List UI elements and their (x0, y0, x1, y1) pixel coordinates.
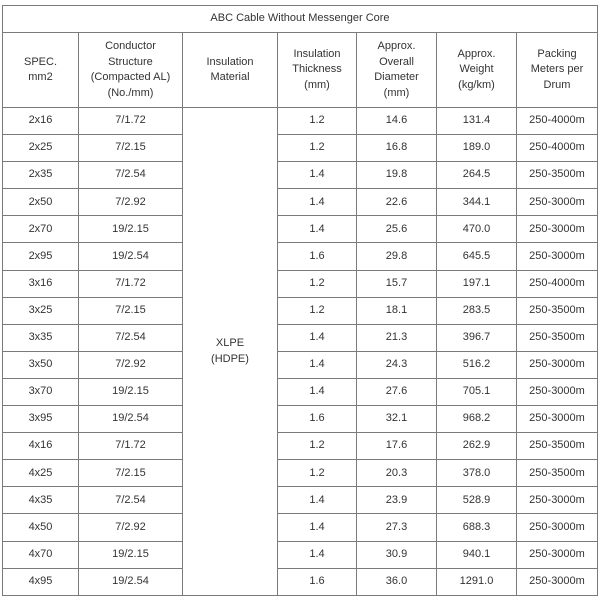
conductor-cell: 7/2.92 (79, 351, 183, 378)
weight-cell: 968.2 (437, 406, 517, 433)
weight-cell: 283.5 (437, 297, 517, 324)
packing-cell: 250-4000m (517, 135, 598, 162)
header-line: Structure (108, 55, 153, 68)
header-line: (Compacted AL) (90, 71, 171, 83)
table-row (3, 108, 598, 135)
conductor-cell: 19/2.54 (79, 406, 183, 433)
weight-cell: 344.1 (437, 189, 517, 216)
table-row (3, 324, 598, 351)
thickness-cell: 1.4 (278, 541, 357, 568)
packing-cell: 250-3500m (517, 162, 598, 189)
diameter-cell: 23.9 (357, 487, 437, 514)
header-overall-diameter (357, 33, 437, 108)
header-line: Meters per (530, 63, 584, 76)
spec-cell: 4x95 (3, 568, 79, 595)
table-row (3, 541, 598, 568)
header-line: Packing (537, 47, 577, 60)
header-line: mm2 (28, 71, 53, 83)
table-title-row (3, 6, 598, 33)
diameter-cell: 24.3 (357, 351, 437, 378)
diameter-cell: 32.1 (357, 406, 437, 433)
thickness-cell: 1.2 (278, 433, 357, 460)
diameter-cell: 29.8 (357, 243, 437, 270)
spec-cell: 4x16 (3, 433, 79, 460)
packing-cell: 250-3500m (517, 324, 598, 351)
table-row (3, 568, 598, 595)
table-title: ABC Cable Without Messenger Core (3, 6, 598, 33)
header-insulation-material (183, 33, 278, 108)
conductor-cell: 19/2.15 (79, 216, 183, 243)
spec-cell: 2x16 (3, 108, 79, 135)
diameter-cell: 27.3 (357, 514, 437, 541)
weight-cell: 396.7 (437, 324, 517, 351)
packing-cell: 250-3000m (517, 487, 598, 514)
thickness-cell: 1.4 (278, 162, 357, 189)
table-row (3, 460, 598, 487)
diameter-cell: 21.3 (357, 324, 437, 351)
diameter-cell: 36.0 (357, 568, 437, 595)
table-row (3, 162, 598, 189)
thickness-cell: 1.4 (278, 378, 357, 405)
diameter-cell: 19.8 (357, 162, 437, 189)
table-body (3, 108, 598, 596)
insulation-material-line: (HDPE) (211, 353, 249, 366)
thickness-cell: 1.4 (278, 216, 357, 243)
weight-cell: 1291.0 (437, 568, 517, 595)
spec-cell: 2x95 (3, 243, 79, 270)
table-row (3, 351, 598, 378)
thickness-cell: 1.6 (278, 406, 357, 433)
packing-cell: 250-3000m (517, 514, 598, 541)
table-row (3, 406, 598, 433)
packing-cell: 250-3000m (517, 568, 598, 595)
header-conductor-structure (79, 33, 183, 108)
spec-cell: 4x25 (3, 460, 79, 487)
conductor-cell: 19/2.15 (79, 541, 183, 568)
conductor-cell: 7/2.15 (79, 297, 183, 324)
weight-cell: 705.1 (437, 378, 517, 405)
packing-cell: 250-3000m (517, 243, 598, 270)
packing-cell: 250-3000m (517, 216, 598, 243)
weight-cell: 131.4 (437, 108, 517, 135)
packing-cell: 250-4000m (517, 108, 598, 135)
table-row (3, 243, 598, 270)
table-row (3, 378, 598, 405)
spec-cell: 3x35 (3, 324, 79, 351)
thickness-cell: 1.4 (278, 514, 357, 541)
spec-cell: 2x35 (3, 162, 79, 189)
diameter-cell: 27.6 (357, 378, 437, 405)
header-line: SPEC. (23, 55, 57, 68)
spec-cell: 3x16 (3, 270, 79, 297)
thickness-cell: 1.4 (278, 351, 357, 378)
weight-cell: 470.0 (437, 216, 517, 243)
insulation-material-cell (183, 108, 278, 596)
header-row (3, 33, 598, 108)
thickness-cell: 1.2 (278, 297, 357, 324)
thickness-cell: 1.2 (278, 108, 357, 135)
diameter-cell: 20.3 (357, 460, 437, 487)
packing-cell: 250-3000m (517, 189, 598, 216)
conductor-cell: 7/2.15 (79, 135, 183, 162)
header-line: Thickness (292, 63, 342, 76)
thickness-cell: 1.2 (278, 460, 357, 487)
insulation-material-line: XLPE (215, 337, 245, 350)
table-row (3, 487, 598, 514)
table-row (3, 189, 598, 216)
conductor-cell: 7/1.72 (79, 433, 183, 460)
conductor-cell: 7/2.15 (79, 460, 183, 487)
conductor-cell: 19/2.15 (79, 378, 183, 405)
header-weight (437, 33, 517, 108)
spec-cell: 3x95 (3, 406, 79, 433)
conductor-cell: 7/1.72 (79, 270, 183, 297)
thickness-cell: 1.6 (278, 243, 357, 270)
spec-cell: 4x50 (3, 514, 79, 541)
weight-cell: 264.5 (437, 162, 517, 189)
spec-cell: 4x35 (3, 487, 79, 514)
diameter-cell: 16.8 (357, 135, 437, 162)
conductor-cell: 19/2.54 (79, 568, 183, 595)
thickness-cell: 1.4 (278, 487, 357, 514)
header-spec (3, 33, 79, 108)
packing-cell: 250-3000m (517, 378, 598, 405)
packing-cell: 250-3500m (517, 433, 598, 460)
table-row (3, 135, 598, 162)
table-row (3, 216, 598, 243)
header-insulation-thickness (278, 33, 357, 108)
header-line: Insulation (206, 55, 254, 68)
header-line: (kg/km) (458, 78, 495, 91)
weight-cell: 940.1 (437, 541, 517, 568)
weight-cell: 197.1 (437, 270, 517, 297)
weight-cell: 688.3 (437, 514, 517, 541)
conductor-cell: 7/2.92 (79, 514, 183, 541)
table-row (3, 433, 598, 460)
header-line: Diameter (374, 71, 419, 83)
conductor-cell: 7/2.54 (79, 324, 183, 351)
header-line: (mm) (304, 78, 330, 91)
header-line: Conductor (105, 40, 156, 52)
header-line: Material (210, 71, 250, 83)
weight-cell: 189.0 (437, 135, 517, 162)
thickness-cell: 1.6 (278, 568, 357, 595)
packing-cell: 250-3500m (517, 460, 598, 487)
thickness-cell: 1.4 (278, 189, 357, 216)
spec-cell: 2x70 (3, 216, 79, 243)
conductor-cell: 7/2.54 (79, 162, 183, 189)
conductor-cell: 7/1.72 (79, 108, 183, 135)
header-line: (No./mm) (107, 86, 154, 99)
spec-cell: 3x25 (3, 297, 79, 324)
thickness-cell: 1.4 (278, 324, 357, 351)
weight-cell: 645.5 (437, 243, 517, 270)
diameter-cell: 14.6 (357, 108, 437, 135)
spec-cell: 2x25 (3, 135, 79, 162)
abc-cable-spec-table (2, 5, 598, 596)
table-row (3, 514, 598, 541)
spec-cell: 3x70 (3, 378, 79, 405)
spec-cell: 4x70 (3, 541, 79, 568)
table-row (3, 297, 598, 324)
diameter-cell: 17.6 (357, 433, 437, 460)
diameter-cell: 22.6 (357, 189, 437, 216)
conductor-cell: 19/2.54 (79, 243, 183, 270)
packing-cell: 250-4000m (517, 270, 598, 297)
spec-cell: 2x50 (3, 189, 79, 216)
conductor-cell: 7/2.54 (79, 487, 183, 514)
header-line: Overall (379, 55, 414, 68)
header-line: (mm) (383, 86, 410, 99)
header-line: Insulation (293, 47, 341, 60)
packing-cell: 250-3000m (517, 351, 598, 378)
packing-cell: 250-3500m (517, 297, 598, 324)
conductor-cell: 7/2.92 (79, 189, 183, 216)
header-line: Weight (459, 63, 494, 76)
weight-cell: 378.0 (437, 460, 517, 487)
diameter-cell: 15.7 (357, 270, 437, 297)
packing-cell: 250-3000m (517, 541, 598, 568)
weight-cell: 516.2 (437, 351, 517, 378)
packing-cell: 250-3000m (517, 406, 598, 433)
diameter-cell: 18.1 (357, 297, 437, 324)
diameter-cell: 25.6 (357, 216, 437, 243)
header-packing (517, 33, 598, 108)
diameter-cell: 30.9 (357, 541, 437, 568)
header-line: Drum (543, 78, 571, 91)
header-line: Approx. (377, 40, 416, 52)
thickness-cell: 1.2 (278, 135, 357, 162)
spec-cell: 3x50 (3, 351, 79, 378)
thickness-cell: 1.2 (278, 270, 357, 297)
header-line: Approx. (457, 47, 496, 60)
table-row (3, 270, 598, 297)
weight-cell: 262.9 (437, 433, 517, 460)
weight-cell: 528.9 (437, 487, 517, 514)
